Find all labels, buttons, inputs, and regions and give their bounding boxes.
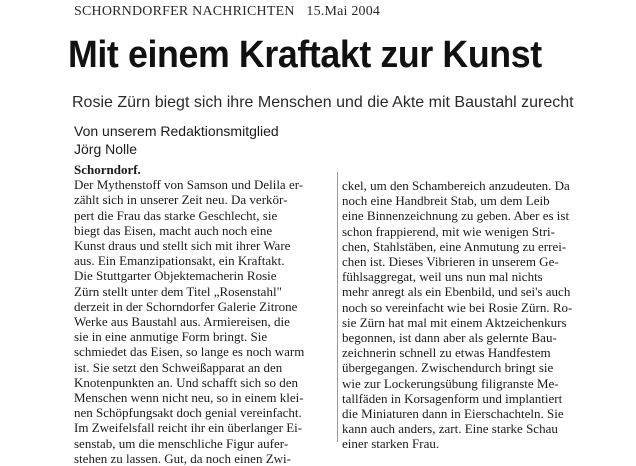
article-line: übergegangen. Zwischendurch bringt sie bbox=[342, 360, 554, 376]
article-line: stehen zu lassen. Gut, da noch einen Zwi- bbox=[74, 450, 291, 466]
article-line: einer starken Frau. bbox=[342, 436, 440, 452]
right-column-lines bbox=[342, 178, 614, 452]
article-line: zeichnerin schnell zu etwas Handfestem bbox=[342, 345, 551, 361]
newspaper-name: SCHORNDORFER NACHRICHTEN bbox=[74, 4, 295, 19]
article-line: Knotenpunkten an. Und schafft sich so den bbox=[74, 374, 298, 390]
article-line: chen, Stahlstäben, eine Anmutung zu errei- bbox=[342, 238, 567, 254]
article-line: noch eine Handbreit Stab, um dem Leib bbox=[342, 193, 550, 209]
article-line: sie Zürn hat mal mit einem Aktzeichenkurs bbox=[342, 314, 567, 330]
byline-author: Jörg Nolle bbox=[74, 141, 138, 157]
article-line: senstab, um die menschliche Figur aufer- bbox=[74, 435, 289, 451]
dateline: Schorndorf. bbox=[74, 162, 141, 177]
article-line: wie zur Lockerungsübung filigranste Me- bbox=[342, 375, 559, 391]
article-line: begonnen, ist dann aber als gelernte Bau- bbox=[342, 330, 557, 346]
article-line: sie in eine anmutige Form bringt. Sie bbox=[74, 329, 268, 345]
article-line: zählt sich in unserer Zeit neu. Da verkör- bbox=[74, 192, 288, 208]
article-line: Im Zweifelsfall reicht ihr ein überlanger Ei- bbox=[74, 420, 303, 436]
byline bbox=[74, 122, 279, 158]
article-line: Der Mythenstoff von Samson und Delila er- bbox=[74, 177, 304, 193]
article-line: Menschen wenn nicht neu, so in einem klei- bbox=[74, 390, 304, 406]
article-line: nen Schöpfungsakt doch genial vereinfacht. bbox=[74, 405, 302, 421]
article-line: schmiedet das Eisen, so lange es noch warm bbox=[74, 344, 305, 360]
article-line: Werke aus Baustahl aus. Armiereisen, die bbox=[74, 314, 290, 330]
masthead bbox=[74, 4, 380, 20]
article-line: aus. Ein Emanzipationsakt, ein Kraftakt. bbox=[74, 253, 285, 269]
article-column-left bbox=[74, 162, 332, 466]
left-column-lines bbox=[74, 177, 332, 466]
publication-date: 15.Mai 2004 bbox=[306, 4, 381, 19]
article-line: schon frappierend, mit wie wenigen Stri- bbox=[342, 223, 555, 239]
article-line: die Miniaturen dann in Eierschachteln. Sie bbox=[342, 406, 564, 422]
column-divider bbox=[337, 172, 338, 442]
article-line: noch so vereinfacht wie bei Rosie Zürn. Ro- bbox=[342, 299, 573, 315]
article-line: eine Binnenzeichnung zu geben. Aber es ist bbox=[342, 208, 570, 224]
article-line: Kunst draus und stellt sich mit ihrer Ware bbox=[74, 238, 291, 254]
article-line: ist. Sie setzt den Schweißapparat an den bbox=[74, 359, 283, 375]
article-line: derzeit in der Schorndorfer Galerie Zitrone bbox=[74, 298, 298, 314]
headline: Mit einem Kraftakt zur Kunst bbox=[68, 34, 542, 76]
article-line: fühlsaggregat, weil uns nun mal nichts bbox=[342, 269, 543, 285]
article-line: Zürn stellt unter dem Titel „Rosenstahl" bbox=[74, 283, 282, 299]
article-line: kann auch anders, zart. Eine starke Schau bbox=[342, 421, 558, 437]
article-line: Die Stuttgarter Objektemacherin Rosie bbox=[74, 268, 277, 284]
subheadline: Rosie Zürn biegt sich ihre Menschen und die Akte mit Baustahl zurecht bbox=[72, 94, 574, 111]
article-line: tallfäden in Korsagenform und implantiert bbox=[342, 390, 563, 406]
article-line: chen ist. Dieses Vibrieren in unserem Ge- bbox=[342, 254, 559, 270]
article-line: mehr anregt als ein Ebenbild, und sei's auch bbox=[342, 284, 571, 300]
article-column-right bbox=[342, 178, 614, 452]
article-line: ckel, um den Schambereich anzudeuten. Da bbox=[342, 178, 570, 193]
article-line: biegt das Eisen, macht auch noch eine bbox=[74, 222, 273, 238]
article-line: pert die Frau das starke Geschlecht, sie bbox=[74, 207, 278, 223]
byline-line: Von unserem Redaktionsmitglied bbox=[74, 123, 279, 139]
